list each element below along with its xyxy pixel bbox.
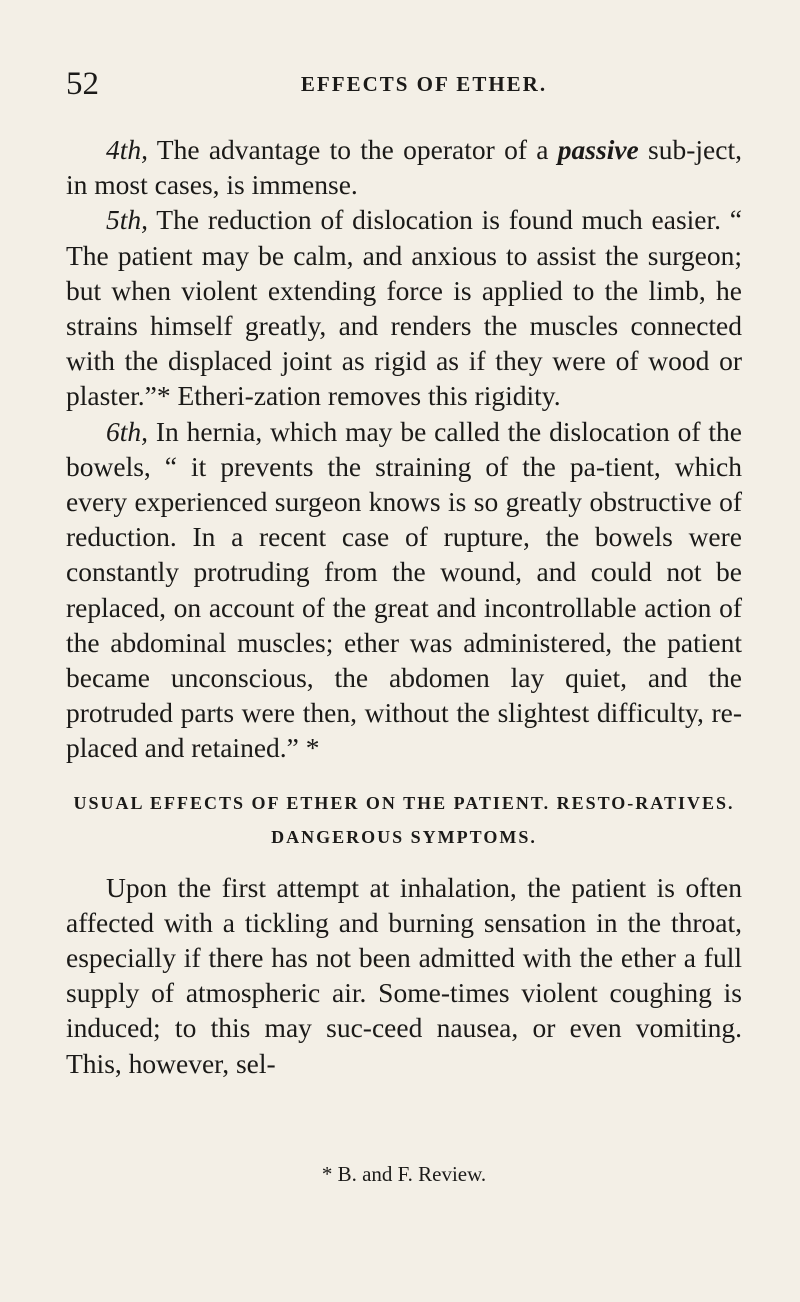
paragraph-6th — [66, 414, 742, 766]
section-heading: USUAL EFFECTS OF ETHER ON THE PATIENT. RESTO-RATIVES. DANGEROUS SYMPTOMS. — [73, 792, 735, 847]
ordinal-6th: 6th, — [106, 415, 149, 447]
body-text — [66, 132, 742, 1081]
emphasis-passive: passive — [557, 134, 639, 165]
footnote: * B. and F. Review. — [321, 1162, 487, 1186]
paragraph-4th-text-b: sub-ject, in most cases, is immense. — [66, 134, 742, 201]
paragraph-5th — [66, 202, 742, 413]
page-header — [66, 64, 742, 104]
paragraph-4th-text-a: The advantage to the operator of a — [148, 134, 558, 165]
running-head: EFFECTS OF ETHER. — [300, 72, 548, 96]
paragraph-6th-text: In hernia, which may be called the dislocation of the bowels, “ it prevents the straining of the pa-tient, which every experienced surgeon knows is so greatly obstructive of reduction. In a recent case of rupture, the bowels were constantly protruding from the wound, and could not be replaced, on account of the great and incontrollable action of the abdominal muscles; ether was administered, the patient became unconscious, the abdomen lay quiet, and the protruded parts were then, without the slightest difficulty, re-placed and retained.” * — [66, 415, 742, 764]
paragraph-inhalation — [66, 870, 742, 1081]
paragraph-4th — [66, 132, 742, 202]
page-number: 52 — [66, 66, 99, 102]
ordinal-5th: 5th, — [106, 204, 149, 236]
paragraph-inhalation-text: Upon the first attempt at inhalation, the patient is often affected with a tickling and burning sensation in the throat, especially if there has not been admitted with the ether a full supply of atmospheric air. Some-times violent coughing is induced; to this may suc-ceed nausea, or even vomiting. This, however, sel- — [66, 871, 742, 1079]
paragraph-5th-text: The reduction of dislocation is found much easier. “ The patient may be calm, and anxious to assist the surgeon; but when violent extending force is applied to the limb, he strains himself greatly, and renders the muscles connected with the displaced joint as rigid as if they were of wood or plaster.”* Etheri-zation removes this rigidity. — [66, 204, 742, 412]
ordinal-4th: 4th, — [106, 134, 149, 165]
